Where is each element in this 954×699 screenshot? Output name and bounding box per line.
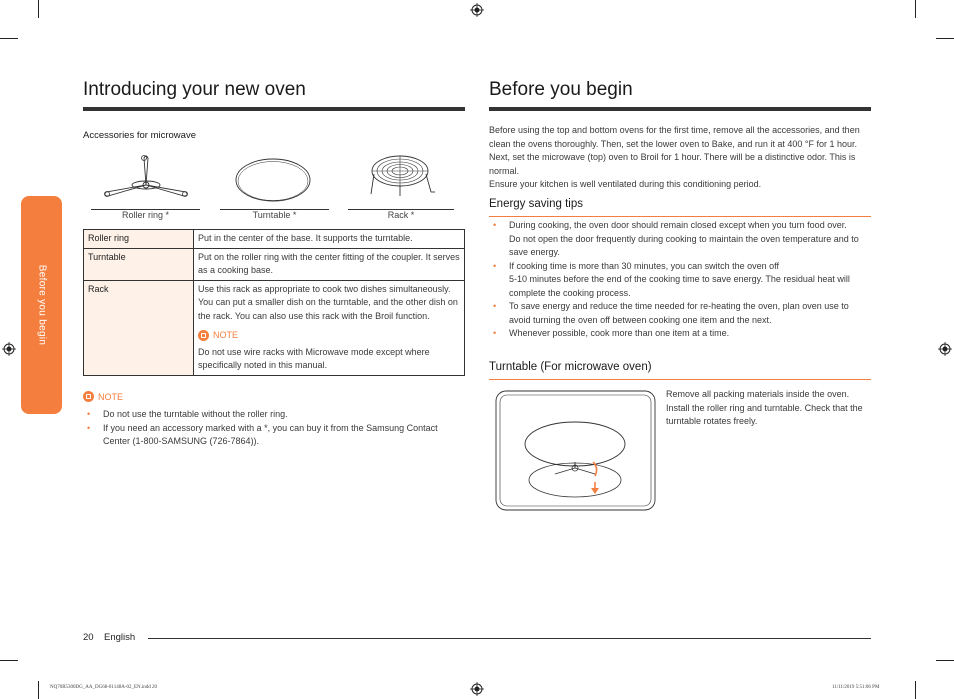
rack-note-title: NOTE	[213, 330, 239, 340]
note-heading	[83, 391, 123, 402]
title-rule	[489, 107, 871, 111]
registration-mark-icon	[470, 682, 484, 696]
registration-mark-icon	[2, 342, 16, 356]
energy-heading: Energy saving tips	[489, 198, 583, 210]
title-rule	[83, 107, 465, 111]
right-page-title: Before you begin	[489, 79, 633, 100]
crop-mark	[0, 660, 18, 661]
crop-mark	[915, 681, 916, 699]
table-cell-desc	[194, 280, 465, 375]
turntable-text: Remove all packing materials inside the oven. Install the roller ring and turntable. Check that the turntable rotates freely.	[666, 389, 863, 426]
registration-mark-icon	[938, 342, 952, 356]
crop-mark	[936, 38, 954, 39]
list-item: • During cooking, the oven door should remain closed except when you turn food over.	[489, 219, 871, 233]
crop-mark	[38, 0, 39, 18]
crop-mark	[38, 681, 39, 699]
table-cell-label: Turntable	[84, 248, 194, 280]
table-cell-label: Rack	[84, 280, 194, 375]
table-row	[84, 280, 465, 375]
rack-note-label	[198, 329, 460, 343]
caption-rack: Rack *	[387, 210, 415, 220]
print-slug-stamp: 11/11/2019 5:51:06 PM	[832, 685, 880, 690]
list-item: • If you need an accessory marked with a *, you can buy it from the Samsung Contact Center (1-800-SAMSUNG (726-7864)).	[83, 422, 465, 449]
list-item: 5-10 minutes before the end of the cooking time to save energy. The residual heat will complete the cooking process.	[509, 274, 850, 298]
note-title: NOTE	[98, 391, 124, 402]
print-slug-file: NQ70R5300DG_AA_DG68-01148A-02_EN.indd 20	[50, 685, 158, 690]
list-item: Do not open the door frequently during cooking to maintain the oven temperature and to save energy.	[509, 233, 859, 257]
note-icon	[198, 330, 209, 341]
turntable-illustration	[233, 156, 313, 204]
section-side-tab[interactable]	[21, 196, 62, 414]
page-number: 20	[83, 632, 94, 643]
accessories-table	[83, 229, 465, 376]
accessories-heading: Accessories for microwave	[83, 130, 196, 141]
heading-rule	[489, 216, 871, 217]
caption-roller-ring: Roller ring *	[121, 210, 170, 220]
table-cell-desc: Put on the roller ring with the center fitting of the coupler. It serves as a cooking base.	[194, 248, 465, 280]
list-item: • Do not use the turntable without the roller ring.	[83, 408, 465, 422]
list-item: • If cooking time is more than 30 minutes, you can switch the oven off	[489, 260, 871, 274]
rack-illustration	[367, 152, 437, 198]
turntable-install-illustration	[495, 390, 657, 512]
note-list	[83, 408, 465, 449]
roller-ring-illustration	[100, 152, 192, 208]
list-item: • Whenever possible, cook more than one item at a time.	[489, 327, 871, 341]
intro-paragraph: Before using the top and bottom ovens for the first time, remove all the accessories, and then clean the ovens thoroughly. Then, set the lower oven to Bake, and run it at 400 °F for 1 hour. Next, set the microwave (top) oven to Broil for 1 hour. There will be a distinctive odor. This is normal.	[489, 125, 860, 176]
registration-mark-icon	[470, 3, 484, 17]
energy-tips-list	[489, 219, 871, 341]
table-cell-desc: Put in the center of the base. It supports the turntable.	[194, 230, 465, 249]
crop-mark	[915, 0, 916, 18]
left-page-title: Introducing your new oven	[83, 79, 306, 100]
footer-rule	[148, 638, 871, 639]
intro-paragraph-2: Ensure your kitchen is well ventilated during this conditioning period.	[489, 179, 762, 189]
crop-mark	[936, 660, 954, 661]
list-item: • To save energy and reduce the time needed for re-heating the oven, plan oven use to avoid turning the oven off between cooking one item and the next.	[489, 300, 871, 327]
caption-turntable: Turntable *	[252, 210, 297, 220]
heading-rule	[489, 379, 871, 380]
note-icon	[83, 391, 94, 402]
table-row	[84, 248, 465, 280]
rack-note-text: Do not use wire racks with Microwave mode except where specifically noted in this manual.	[198, 346, 430, 370]
table-cell-label: Roller ring	[84, 230, 194, 249]
footer-language: English	[104, 632, 136, 643]
side-tab-label: Before you begin	[36, 264, 47, 346]
crop-mark	[0, 38, 18, 39]
rack-description: Use this rack as appropriate to cook two dishes simultaneously. You can put a smaller dish on the turntable, and the other dish on the rack. You can also use this rack with the Broil function.	[198, 283, 458, 321]
turntable-heading: Turntable (For microwave oven)	[489, 361, 652, 373]
table-row	[84, 230, 465, 249]
